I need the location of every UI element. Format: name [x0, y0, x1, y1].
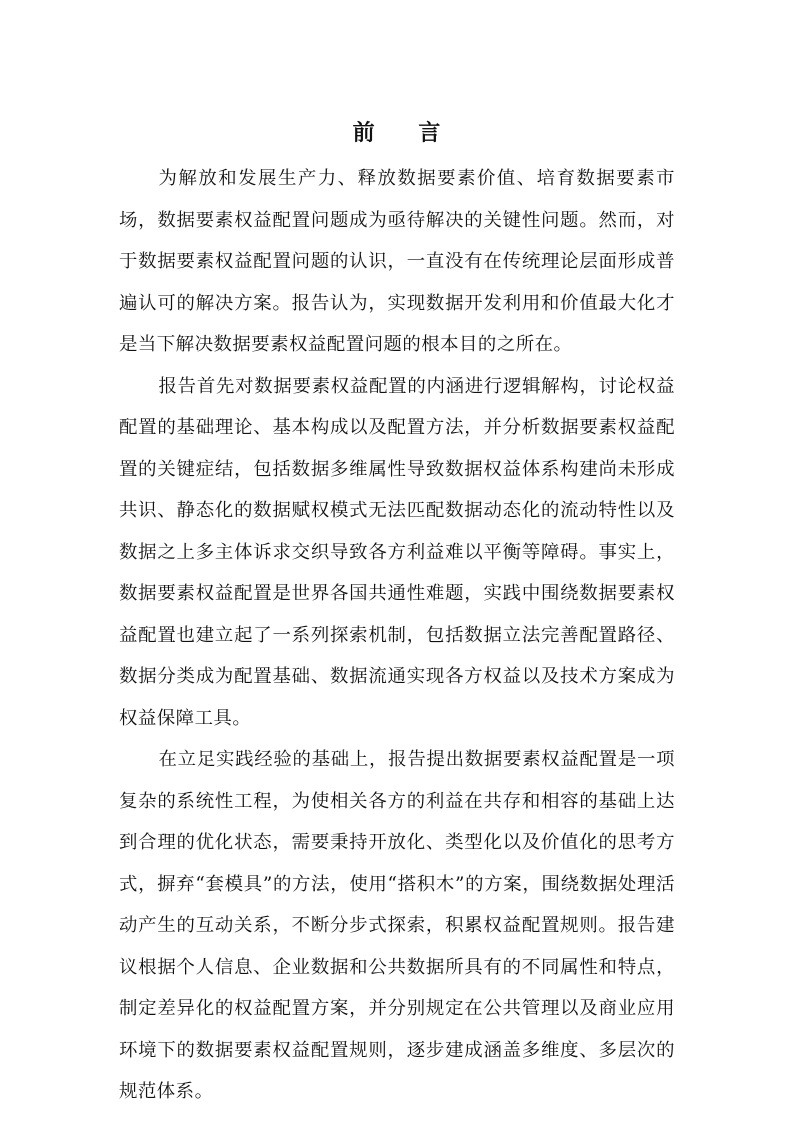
- paragraph-1: 为解放和发展生产力、释放数据要素价值、培育数据要素市场，数据要素权益配置问题成为亟待解决的关键性问题。然而，对于数据要素权益配置问题的认识，一直没有在传统理论层面形成普遍认可的解决方案。报告认为，实现数据开发利用和价值最大化才是当下解决数据要素权益配置问题的根本目的之所在。: [119, 168, 675, 355]
- page-title: 前 言: [352, 120, 459, 146]
- paragraph-2: 报告首先对数据要素权益配置的内涵进行逻辑解构，讨论权益配置的基础理论、基本构成以及配置方法，并分析数据要素权益配置的关键症结，包括数据多维属性导致数据权益体系构建尚未形成共识、静态化的数据赋权模式无法匹配数据动态化的流动特性以及数据之上多主体诉求交织导致各方利益难以平衡等障碍。事实上，数据要素权益配置是世界各国共通性难题，实践中围绕数据要素权益配置也建立起了一系列探索机制，包括数据立法完善配置路径、数据分类成为配置基础、数据流通实现各方权益以及技术方案成为权益保障工具。: [119, 375, 675, 729]
- preface-body: [119, 158, 675, 1113]
- paragraph-3: 在立足实践经验的基础上，报告提出数据要素权益配置是一项复杂的系统性工程，为使相关各方的利益在共存和相容的基础上达到合理的优化状态，需要秉持开放化、类型化以及价值化的思考方式，摒弃“套模具”的方法，使用“搭积木”的方案，围绕数据处理活动产生的互动关系，不断分步式探索，积累权益配置规则。报告建议根据个人信息、企业数据和公共数据所具有的不同属性和特点，制定差异化的权益配置方案，并分别规定在公共管理以及商业应用环境下的数据要素权益配置规则，逐步建成涵盖多维度、多层次的规范体系。: [119, 749, 675, 1102]
